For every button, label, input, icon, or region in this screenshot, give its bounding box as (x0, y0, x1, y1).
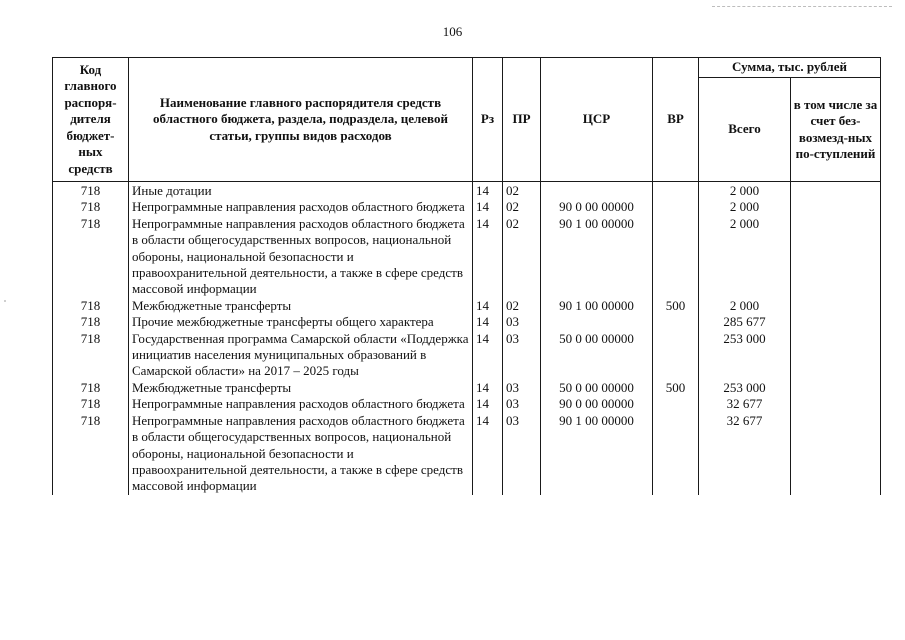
header-rz: Рз (473, 58, 503, 182)
cell-code: 718 (53, 314, 129, 330)
header-gratis: в том числе за счет без-возмезд-ных по-ступлений (791, 78, 881, 182)
cell-code: 718 (53, 380, 129, 396)
cell-gratis (791, 314, 881, 330)
cell-vr (653, 413, 699, 495)
cell-pr: 03 (503, 380, 541, 396)
budget-table (52, 57, 881, 495)
cell-vr (653, 216, 699, 298)
cell-csr: 90 0 00 00000 (541, 396, 653, 412)
cell-gratis (791, 413, 881, 495)
cell-pr: 02 (503, 216, 541, 298)
page-number: 106 (442, 24, 463, 39)
table-row (53, 396, 881, 412)
header-name: Наименование главного распорядителя средств областного бюджета, раздела, подраздела, целевой статьи, группы видов расходов (129, 58, 473, 182)
scan-artifact-line (712, 6, 892, 7)
cell-csr (541, 314, 653, 330)
cell-name: Непрограммные направления расходов областного бюджета в области общегосударственных вопросов, национальной обороны, национальной безопасности и правоохранительной деятельности, а также в сфере средств массовой информации (129, 413, 473, 495)
cell-total: 253 000 (699, 380, 791, 396)
cell-total: 32 677 (699, 396, 791, 412)
table-row (53, 413, 881, 495)
cell-gratis (791, 396, 881, 412)
cell-pr: 03 (503, 314, 541, 330)
cell-rz: 14 (473, 396, 503, 412)
table-row (53, 298, 881, 314)
cell-gratis (791, 199, 881, 215)
header-code: Код главного распоря-дителя бюджет-ных средств (53, 58, 129, 182)
cell-csr: 90 1 00 00000 (541, 298, 653, 314)
cell-total: 2 000 (699, 216, 791, 298)
cell-pr: 03 (503, 413, 541, 495)
table-row (53, 314, 881, 330)
cell-code: 718 (53, 199, 129, 215)
table-row (53, 216, 881, 298)
cell-pr: 03 (503, 396, 541, 412)
table-row (53, 182, 881, 200)
table-body (53, 182, 881, 495)
cell-code: 718 (53, 216, 129, 298)
cell-csr: 90 0 00 00000 (541, 199, 653, 215)
header-total: Всего (699, 78, 791, 182)
cell-rz: 14 (473, 314, 503, 330)
cell-csr: 50 0 00 00000 (541, 380, 653, 396)
cell-rz: 14 (473, 380, 503, 396)
cell-csr: 50 0 00 00000 (541, 331, 653, 380)
cell-gratis (791, 182, 881, 200)
cell-name: Межбюджетные трансферты (129, 380, 473, 396)
cell-csr: 90 1 00 00000 (541, 413, 653, 495)
cell-vr (653, 314, 699, 330)
cell-csr (541, 182, 653, 200)
cell-total: 253 000 (699, 331, 791, 380)
cell-gratis (791, 380, 881, 396)
cell-code: 718 (53, 298, 129, 314)
cell-total: 285 677 (699, 314, 791, 330)
cell-vr (653, 199, 699, 215)
cell-total: 2 000 (699, 199, 791, 215)
cell-rz: 14 (473, 413, 503, 495)
cell-code: 718 (53, 331, 129, 380)
cell-pr: 02 (503, 298, 541, 314)
cell-vr (653, 396, 699, 412)
cell-rz: 14 (473, 331, 503, 380)
cell-total: 2 000 (699, 298, 791, 314)
table-row (53, 199, 881, 215)
cell-vr (653, 182, 699, 200)
table-row (53, 380, 881, 396)
cell-total: 32 677 (699, 413, 791, 495)
scan-artifact-dot (4, 300, 6, 302)
cell-gratis (791, 298, 881, 314)
cell-code: 718 (53, 396, 129, 412)
cell-rz: 14 (473, 298, 503, 314)
cell-name: Прочие межбюджетные трансферты общего характера (129, 314, 473, 330)
cell-csr: 90 1 00 00000 (541, 216, 653, 298)
cell-vr: 500 (653, 380, 699, 396)
cell-vr (653, 331, 699, 380)
cell-name: Непрограммные направления расходов областного бюджета (129, 396, 473, 412)
header-sum-group: Сумма, тыс. рублей (699, 58, 881, 78)
header-pr: ПР (503, 58, 541, 182)
cell-code: 718 (53, 413, 129, 495)
cell-pr: 03 (503, 331, 541, 380)
cell-rz: 14 (473, 199, 503, 215)
cell-pr: 02 (503, 182, 541, 200)
cell-code: 718 (53, 182, 129, 200)
table-row (53, 331, 881, 380)
cell-name: Иные дотации (129, 182, 473, 200)
cell-total: 2 000 (699, 182, 791, 200)
cell-pr: 02 (503, 199, 541, 215)
cell-gratis (791, 216, 881, 298)
cell-name: Непрограммные направления расходов областного бюджета (129, 199, 473, 215)
cell-name: Межбюджетные трансферты (129, 298, 473, 314)
cell-vr: 500 (653, 298, 699, 314)
table-header (53, 58, 881, 182)
header-csr: ЦСР (541, 58, 653, 182)
cell-rz: 14 (473, 182, 503, 200)
cell-name: Государственная программа Самарской области «Поддержка инициатив населения муниципальных образований в Самарской области» на 2017 – 2025 годы (129, 331, 473, 380)
cell-gratis (791, 331, 881, 380)
cell-rz: 14 (473, 216, 503, 298)
cell-name: Непрограммные направления расходов областного бюджета в области общегосударственных вопросов, национальной обороны, национальной безопасности и правоохранительной деятельности, а также в сфере средств массовой информации (129, 216, 473, 298)
header-vr: ВР (653, 58, 699, 182)
